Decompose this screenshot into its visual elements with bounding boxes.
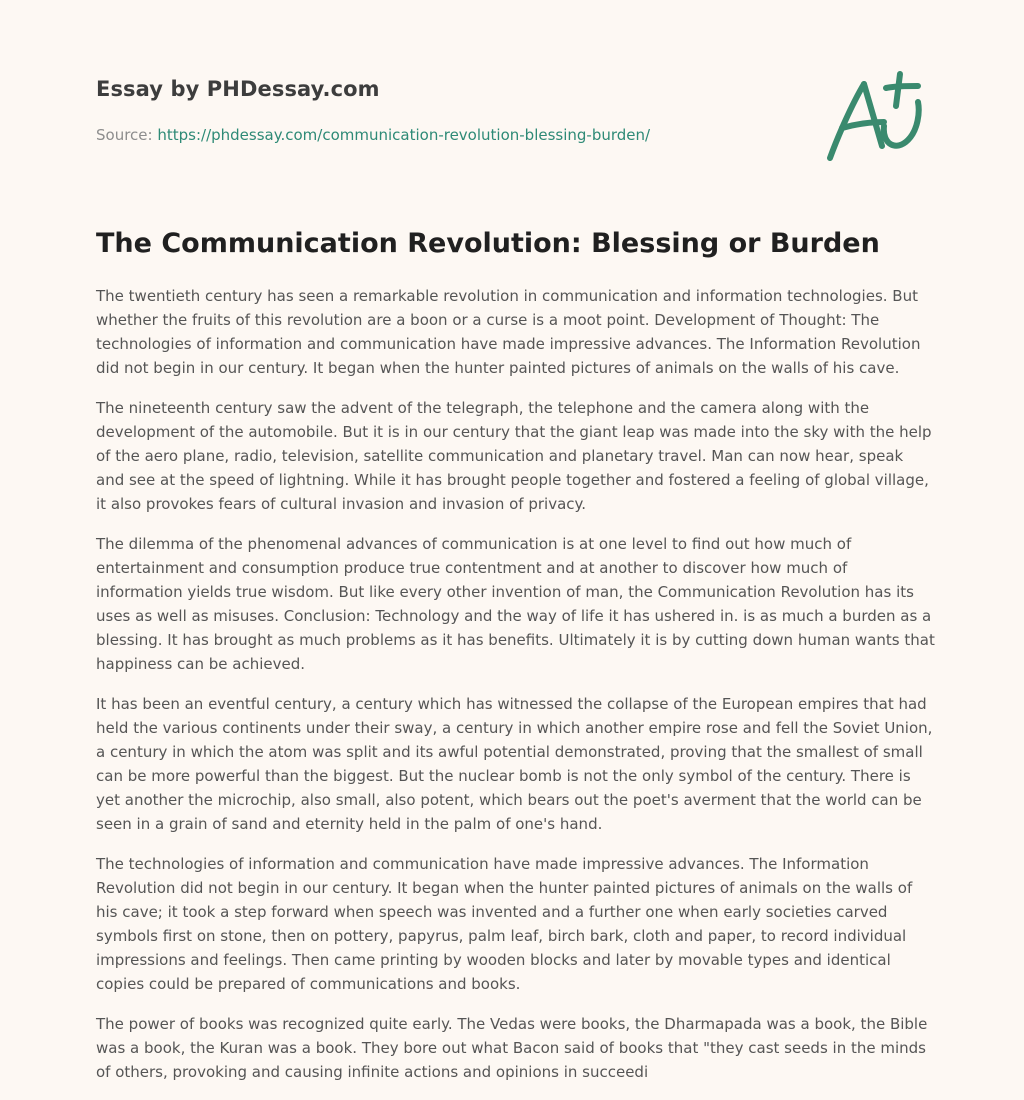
brand-title: Essay by PHDessay.com [96,77,380,101]
source-line [96,124,916,146]
essay-paragraph: The dilemma of the phenomenal advances of communication is at one level to find out how much of entertainment and consumption produce true contentment and at another to discover how much of information yields true wisdom. But like every other invention of man, the Communication Revolution has its uses as well as misuses. Conclusion: Technology and the way of life it has ushered in. is as much a burden as a blessing. It has brought as much problems as it has benefits. Ultimately it is by cutting down human wants that happiness can be achieved. [96,535,935,673]
essay-paragraph: The twentieth century has seen a remarkable revolution in communication and information technologies. But whether the fruits of this revolution are a boon or a curse is a moot point. Development of Thought: The technologies of information and communication have made impressive advances. The Information Revolution did not begin in our century. It began when the hunter painted pictures of animals on the walls of his cave. [96,287,921,377]
a-plus-grade-icon [822,66,932,170]
essay-paragraph: The technologies of information and communication have made impressive advances. The Information Revolution did not begin in our century. It began when the hunter painted pictures of animals on the walls of his cave; it took a step forward when speech was invented and a further one when early societies carved symbols first on stone, then on pottery, papyrus, palm leaf, birch bark, cloth and paper, to record individual impressions and feelings. Then came printing by wooden blocks and later by movable types and identical copies could be prepared of communications and books. [96,855,913,993]
essay-paragraph: The nineteenth century saw the advent of the telegraph, the telephone and the camera along with the development of the automobile. But it is in our century that the giant leap was made into the sky with the help of the aero plane, radio, television, satellite communication and planetary travel. Man can now hear, speak and see at the speed of lightning. While it has brought people together and fostered a feeling of global village, it also provokes fears of cultural invasion and invasion of privacy. [96,399,932,513]
source-link[interactable]: https://phdessay.com/communication-revolution-blessing-burden/ [157,126,651,144]
essay-title: The Communication Revolution: Blessing or Burden [96,228,880,259]
page-header [96,72,916,146]
essay-body [96,284,936,1100]
essay-paragraph: The power of books was recognized quite early. The Vedas were books, the Dharmapada was a book, the Bible was a book, the Kuran was a book. They bore out what Bacon said of books that "they cast seeds in the minds of others, provoking and causing infinite actions and opinions in succeedi [96,1015,928,1081]
essay-paragraph: It has been an eventful century, a century which has witnessed the collapse of the European empires that had held the various continents under their sway, a century in which another empire rose and fell the Soviet Union, a century in which the atom was split and its awful potential demonstrated, proving that the smallest of small can be more powerful than the biggest. But the nuclear bomb is not the only symbol of the century. There is yet another the microchip, also small, also potent, which bears out the poet's averment that the world can be seen in a grain of sand and eternity held in the palm of one's hand. [96,695,933,833]
source-label: Source: [96,126,153,144]
